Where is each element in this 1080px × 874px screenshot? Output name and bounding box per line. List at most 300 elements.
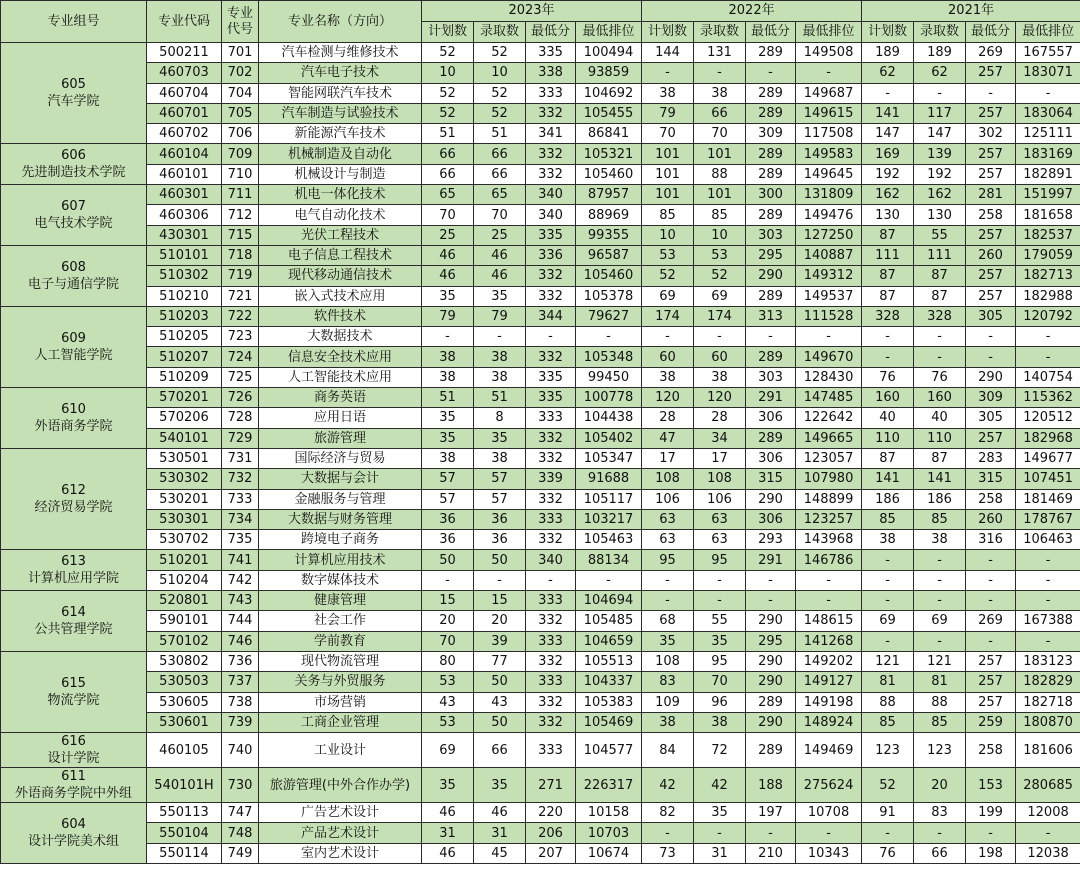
major-name-cell: 关务与外贸服务 — [259, 672, 422, 692]
y2023-value-cell: 79627 — [576, 306, 642, 326]
y2023-value-cell: 35 — [474, 428, 526, 448]
y2022-value-cell: 60 — [694, 347, 746, 367]
y2023-value-cell: 31 — [474, 823, 526, 843]
major-name-cell: 广告艺术设计 — [259, 803, 422, 823]
y2023-value-cell: 332 — [526, 144, 576, 164]
y2022-value-cell: 149687 — [796, 83, 862, 103]
y2021-value-cell: 66 — [914, 843, 966, 863]
short-code-cell: 737 — [222, 672, 259, 692]
y2022-value-cell: - — [746, 591, 796, 611]
y2023-value-cell: 39 — [474, 631, 526, 651]
y2022-value-cell: 149198 — [796, 692, 862, 712]
major-name-cell: 工业设计 — [259, 733, 422, 768]
y2023-value-cell: 20 — [422, 611, 474, 631]
y2022-value-cell: 68 — [642, 611, 694, 631]
major-code-cell: 460105 — [147, 733, 222, 768]
y2022-value-cell: 315 — [746, 469, 796, 489]
y2021-value-cell: 12008 — [1016, 803, 1080, 823]
y2022-value-cell: - — [796, 327, 862, 347]
y2021-value-cell: 76 — [862, 367, 914, 387]
header-2022-metric-1: 录取数 — [694, 22, 746, 43]
y2023-value-cell: 38 — [422, 448, 474, 468]
table-row — [1, 144, 1080, 164]
y2023-value-cell: 46 — [474, 803, 526, 823]
y2021-value-cell: 181606 — [1016, 733, 1080, 768]
y2021-value-cell: 257 — [966, 651, 1016, 671]
y2021-value-cell: 182713 — [1016, 266, 1080, 286]
table-row — [1, 672, 1080, 692]
y2022-value-cell: 309 — [746, 124, 796, 144]
y2022-value-cell: 69 — [642, 286, 694, 306]
y2023-value-cell: 50 — [422, 550, 474, 570]
y2022-value-cell: 174 — [642, 306, 694, 326]
short-code-cell: 733 — [222, 489, 259, 509]
y2021-value-cell: 257 — [966, 286, 1016, 306]
table-row — [1, 245, 1080, 265]
y2021-value-cell: 87 — [862, 225, 914, 245]
y2023-value-cell: 99450 — [576, 367, 642, 387]
y2022-value-cell: - — [642, 591, 694, 611]
y2023-value-cell: 50 — [474, 550, 526, 570]
y2022-value-cell: 38 — [642, 712, 694, 732]
y2022-value-cell: 149312 — [796, 266, 862, 286]
y2021-value-cell: - — [1016, 591, 1080, 611]
y2021-value-cell: - — [1016, 631, 1080, 651]
y2021-value-cell: 110 — [914, 428, 966, 448]
major-code-cell: 550114 — [147, 843, 222, 863]
y2022-value-cell: 148899 — [796, 489, 862, 509]
y2021-value-cell: - — [914, 591, 966, 611]
table-row — [1, 286, 1080, 306]
y2022-value-cell: - — [694, 570, 746, 590]
header-short-code-line2: 代号 — [226, 21, 253, 37]
y2023-value-cell: 105378 — [576, 286, 642, 306]
y2021-value-cell: 153 — [966, 768, 1016, 803]
y2022-value-cell: 149645 — [796, 164, 862, 184]
y2023-value-cell: 271 — [526, 768, 576, 803]
y2021-value-cell: 52 — [862, 768, 914, 803]
group-name: 外语商务学院 — [34, 418, 113, 434]
y2023-value-cell: 104438 — [576, 408, 642, 428]
y2023-value-cell: 53 — [422, 712, 474, 732]
y2022-value-cell: 95 — [694, 651, 746, 671]
y2022-value-cell: 101 — [642, 144, 694, 164]
y2023-value-cell: 335 — [526, 367, 576, 387]
y2021-value-cell: 260 — [966, 245, 1016, 265]
group-cell — [1, 651, 147, 732]
y2022-value-cell: 17 — [694, 448, 746, 468]
short-code-cell: 722 — [222, 306, 259, 326]
y2023-value-cell: 86841 — [576, 124, 642, 144]
y2022-value-cell: 38 — [642, 367, 694, 387]
y2021-value-cell: 111 — [862, 245, 914, 265]
y2023-value-cell: 65 — [474, 185, 526, 205]
y2023-value-cell: 332 — [526, 286, 576, 306]
y2021-value-cell: 181658 — [1016, 205, 1080, 225]
y2021-value-cell: 160 — [914, 388, 966, 408]
y2023-value-cell: 46 — [422, 245, 474, 265]
y2021-value-cell: 87 — [862, 266, 914, 286]
y2021-value-cell: 88 — [862, 692, 914, 712]
y2022-value-cell: 147485 — [796, 388, 862, 408]
y2022-value-cell: 149476 — [796, 205, 862, 225]
group-code: 608 — [61, 259, 86, 275]
header-2021-metric-2: 最低分 — [966, 22, 1016, 43]
short-code-cell: 741 — [222, 550, 259, 570]
group-name: 物流学院 — [47, 693, 100, 708]
y2023-value-cell: 104659 — [576, 631, 642, 651]
y2021-value-cell: 147 — [914, 124, 966, 144]
table-row — [1, 266, 1080, 286]
y2022-value-cell: 291 — [746, 388, 796, 408]
y2022-value-cell: 35 — [642, 631, 694, 651]
y2021-value-cell: 269 — [966, 43, 1016, 63]
major-code-cell: 520801 — [147, 591, 222, 611]
table-row — [1, 489, 1080, 509]
y2021-value-cell: - — [914, 327, 966, 347]
y2021-value-cell: - — [1016, 83, 1080, 103]
y2023-value-cell: 10 — [422, 63, 474, 83]
y2022-value-cell: 293 — [746, 530, 796, 550]
y2021-value-cell: 87 — [862, 448, 914, 468]
y2022-value-cell: 303 — [746, 225, 796, 245]
y2023-value-cell: 66 — [422, 164, 474, 184]
y2023-value-cell: 46 — [422, 843, 474, 863]
y2022-value-cell: - — [746, 570, 796, 590]
short-code-cell: 712 — [222, 205, 259, 225]
table-row — [1, 43, 1080, 63]
table-body — [1, 43, 1080, 864]
y2021-value-cell: 162 — [914, 185, 966, 205]
y2021-value-cell: 87 — [914, 286, 966, 306]
y2023-value-cell: 105347 — [576, 448, 642, 468]
header-2023-metric-1: 录取数 — [474, 22, 526, 43]
table-row — [1, 347, 1080, 367]
table-row — [1, 124, 1080, 144]
y2021-value-cell: 182718 — [1016, 692, 1080, 712]
y2022-value-cell: 53 — [642, 245, 694, 265]
y2021-value-cell: 140754 — [1016, 367, 1080, 387]
group-name: 设计学院 — [47, 751, 100, 767]
group-cell — [1, 144, 147, 185]
y2023-value-cell: 333 — [526, 408, 576, 428]
header-2022-metric-3: 最低排位 — [796, 22, 862, 43]
y2022-value-cell: 210 — [746, 843, 796, 863]
short-code-cell: 748 — [222, 823, 259, 843]
y2022-value-cell: 95 — [694, 550, 746, 570]
major-code-cell: 510201 — [147, 550, 222, 570]
major-name-cell: 数字媒体技术 — [259, 570, 422, 590]
y2021-value-cell: 69 — [914, 611, 966, 631]
major-name-cell: 汽车制造与试验技术 — [259, 103, 422, 123]
y2021-value-cell: 198 — [966, 843, 1016, 863]
y2021-value-cell: 87 — [862, 286, 914, 306]
y2021-value-cell: 130 — [914, 205, 966, 225]
group-code: 613 — [61, 554, 86, 570]
short-code-cell: 706 — [222, 124, 259, 144]
major-code-cell: 530501 — [147, 448, 222, 468]
y2022-value-cell: 53 — [694, 245, 746, 265]
y2023-value-cell: 105455 — [576, 103, 642, 123]
y2023-value-cell: 10674 — [576, 843, 642, 863]
y2022-value-cell: 117508 — [796, 124, 862, 144]
y2023-value-cell: 43 — [422, 692, 474, 712]
y2021-value-cell: 110 — [862, 428, 914, 448]
group-code: 604 — [61, 817, 86, 833]
y2022-value-cell: 108 — [694, 469, 746, 489]
y2023-value-cell: 105117 — [576, 489, 642, 509]
group-name: 汽车学院 — [47, 94, 100, 110]
y2021-value-cell: 141 — [862, 103, 914, 123]
y2021-value-cell: 179059 — [1016, 245, 1080, 265]
header-2022-metric-0: 计划数 — [642, 22, 694, 43]
y2021-value-cell: 91 — [862, 803, 914, 823]
short-code-cell: 739 — [222, 712, 259, 732]
y2023-value-cell: 50 — [474, 712, 526, 732]
y2021-value-cell: 192 — [862, 164, 914, 184]
y2022-value-cell: 289 — [746, 103, 796, 123]
y2021-value-cell: 269 — [966, 611, 1016, 631]
y2021-value-cell: 76 — [862, 843, 914, 863]
major-name-cell: 金融服务与管理 — [259, 489, 422, 509]
short-code-cell: 740 — [222, 733, 259, 768]
y2021-value-cell: 281 — [966, 185, 1016, 205]
group-cell — [1, 733, 147, 768]
y2022-value-cell: 52 — [642, 266, 694, 286]
table-header — [1, 1, 1080, 43]
y2021-value-cell: 117 — [914, 103, 966, 123]
y2022-value-cell: 300 — [746, 185, 796, 205]
major-name-cell: 国际经济与贸易 — [259, 448, 422, 468]
y2023-value-cell: 100494 — [576, 43, 642, 63]
header-short-code-line1: 专业 — [226, 5, 253, 21]
y2021-value-cell: 85 — [914, 509, 966, 529]
major-name-cell: 旅游管理 — [259, 428, 422, 448]
y2022-value-cell: 149469 — [796, 733, 862, 768]
y2023-value-cell: 88134 — [576, 550, 642, 570]
y2023-value-cell: 105463 — [576, 530, 642, 550]
y2022-value-cell: 52 — [694, 266, 746, 286]
y2022-value-cell: 31 — [694, 843, 746, 863]
y2023-value-cell: 38 — [422, 367, 474, 387]
y2022-value-cell: 70 — [694, 672, 746, 692]
major-name-cell: 嵌入式技术应用 — [259, 286, 422, 306]
header-2021-metric-3: 最低排位 — [1016, 22, 1080, 43]
major-name-cell: 社会工作 — [259, 611, 422, 631]
y2023-value-cell: 57 — [474, 489, 526, 509]
y2023-value-cell: 25 — [474, 225, 526, 245]
major-code-cell: 510207 — [147, 347, 222, 367]
y2023-value-cell: 96587 — [576, 245, 642, 265]
y2021-value-cell: 139 — [914, 144, 966, 164]
y2023-value-cell: 35 — [474, 768, 526, 803]
table-row — [1, 327, 1080, 347]
y2021-value-cell: - — [1016, 327, 1080, 347]
short-code-cell: 738 — [222, 692, 259, 712]
y2022-value-cell: 47 — [642, 428, 694, 448]
y2022-value-cell: 289 — [746, 692, 796, 712]
y2022-value-cell: 289 — [746, 144, 796, 164]
short-code-cell: 736 — [222, 651, 259, 671]
y2022-value-cell: 149615 — [796, 103, 862, 123]
y2021-value-cell: 257 — [966, 144, 1016, 164]
table-row — [1, 164, 1080, 184]
y2023-value-cell: 332 — [526, 448, 576, 468]
major-code-cell: 530702 — [147, 530, 222, 550]
y2022-value-cell: 42 — [694, 768, 746, 803]
major-name-cell: 汽车电子技术 — [259, 63, 422, 83]
y2022-value-cell: 70 — [694, 124, 746, 144]
y2023-value-cell: 10 — [474, 63, 526, 83]
y2021-value-cell: 182829 — [1016, 672, 1080, 692]
y2022-value-cell: 83 — [642, 672, 694, 692]
major-code-cell: 550104 — [147, 823, 222, 843]
y2021-value-cell: 121 — [862, 651, 914, 671]
y2022-value-cell: - — [694, 591, 746, 611]
header-short-code — [222, 1, 259, 43]
group-code: 606 — [61, 148, 86, 164]
table-row — [1, 448, 1080, 468]
y2022-value-cell: - — [694, 327, 746, 347]
y2022-value-cell: 149508 — [796, 43, 862, 63]
short-code-cell: 743 — [222, 591, 259, 611]
y2021-value-cell: 199 — [966, 803, 1016, 823]
y2022-value-cell: 143968 — [796, 530, 862, 550]
group-code: 610 — [61, 401, 86, 417]
y2022-value-cell: 82 — [642, 803, 694, 823]
major-name-cell: 软件技术 — [259, 306, 422, 326]
group-code: 609 — [61, 330, 86, 346]
y2022-value-cell: 289 — [746, 83, 796, 103]
y2021-value-cell: 169 — [862, 144, 914, 164]
y2022-value-cell: 66 — [694, 103, 746, 123]
y2022-value-cell: 289 — [746, 286, 796, 306]
y2023-value-cell: 51 — [474, 388, 526, 408]
y2023-value-cell: 88969 — [576, 205, 642, 225]
short-code-cell: 746 — [222, 631, 259, 651]
y2022-value-cell: 34 — [694, 428, 746, 448]
y2022-value-cell: 290 — [746, 712, 796, 732]
y2023-value-cell: 66 — [474, 164, 526, 184]
y2021-value-cell: 182891 — [1016, 164, 1080, 184]
y2023-value-cell: 10158 — [576, 803, 642, 823]
y2023-value-cell: 333 — [526, 672, 576, 692]
y2021-value-cell: 123 — [914, 733, 966, 768]
y2022-value-cell: 295 — [746, 631, 796, 651]
short-code-cell: 702 — [222, 63, 259, 83]
group-cell — [1, 768, 147, 803]
y2023-value-cell: 57 — [474, 469, 526, 489]
y2021-value-cell: 186 — [914, 489, 966, 509]
y2023-value-cell: 53 — [422, 672, 474, 692]
y2023-value-cell: 38 — [474, 448, 526, 468]
y2023-value-cell: 57 — [422, 489, 474, 509]
y2021-value-cell: 76 — [914, 367, 966, 387]
short-code-cell: 726 — [222, 388, 259, 408]
major-name-cell: 产品艺术设计 — [259, 823, 422, 843]
y2022-value-cell: - — [694, 63, 746, 83]
y2022-value-cell: 290 — [746, 489, 796, 509]
short-code-cell: 749 — [222, 843, 259, 863]
table-row — [1, 185, 1080, 205]
y2022-value-cell: - — [694, 823, 746, 843]
y2021-value-cell: 178767 — [1016, 509, 1080, 529]
short-code-cell: 735 — [222, 530, 259, 550]
y2021-value-cell: 258 — [966, 489, 1016, 509]
y2021-value-cell: 88 — [914, 692, 966, 712]
major-code-cell: 540101H — [147, 768, 222, 803]
y2022-value-cell: 111528 — [796, 306, 862, 326]
y2022-value-cell: - — [796, 591, 862, 611]
major-code-cell: 540101 — [147, 428, 222, 448]
y2023-value-cell: - — [422, 570, 474, 590]
y2023-value-cell: 25 — [422, 225, 474, 245]
y2022-value-cell: 96 — [694, 692, 746, 712]
y2023-value-cell: 69 — [422, 733, 474, 768]
major-name-cell: 学前教育 — [259, 631, 422, 651]
y2021-value-cell: - — [1016, 823, 1080, 843]
group-code: 607 — [61, 199, 86, 215]
y2021-value-cell: 257 — [966, 672, 1016, 692]
y2021-value-cell: - — [914, 823, 966, 843]
y2021-value-cell: - — [966, 570, 1016, 590]
y2023-value-cell: - — [474, 570, 526, 590]
y2022-value-cell: 63 — [694, 530, 746, 550]
y2022-value-cell: 174 — [694, 306, 746, 326]
y2023-value-cell: 335 — [526, 43, 576, 63]
y2021-value-cell: 189 — [914, 43, 966, 63]
y2021-value-cell: 62 — [914, 63, 966, 83]
y2021-value-cell: 192 — [914, 164, 966, 184]
major-code-cell: 460306 — [147, 205, 222, 225]
table-row — [1, 631, 1080, 651]
y2023-value-cell: 46 — [474, 266, 526, 286]
y2021-value-cell: - — [966, 823, 1016, 843]
group-name: 设计学院美术组 — [27, 834, 119, 850]
y2023-value-cell: 35 — [422, 408, 474, 428]
y2022-value-cell: 122642 — [796, 408, 862, 428]
y2023-value-cell: 35 — [422, 286, 474, 306]
y2023-value-cell: 70 — [422, 205, 474, 225]
y2023-value-cell: 15 — [474, 591, 526, 611]
table-row — [1, 712, 1080, 732]
major-code-cell: 510302 — [147, 266, 222, 286]
major-code-cell: 510210 — [147, 286, 222, 306]
y2021-value-cell: 40 — [914, 408, 966, 428]
y2021-value-cell: 111 — [914, 245, 966, 265]
short-code-cell: 728 — [222, 408, 259, 428]
y2023-value-cell: 57 — [422, 469, 474, 489]
header-year-2021: 2021年 — [862, 1, 1080, 22]
y2023-value-cell: 46 — [422, 266, 474, 286]
header-2023-metric-2: 最低分 — [526, 22, 576, 43]
y2023-value-cell: 31 — [422, 823, 474, 843]
y2022-value-cell: 313 — [746, 306, 796, 326]
y2023-value-cell: 332 — [526, 530, 576, 550]
y2022-value-cell: 79 — [642, 103, 694, 123]
y2023-value-cell: 36 — [422, 509, 474, 529]
y2021-value-cell: 183071 — [1016, 63, 1080, 83]
y2023-value-cell: 36 — [422, 530, 474, 550]
major-code-cell: 570201 — [147, 388, 222, 408]
group-cell — [1, 185, 147, 246]
major-code-cell: 550113 — [147, 803, 222, 823]
y2023-value-cell: 333 — [526, 733, 576, 768]
short-code-cell: 718 — [222, 245, 259, 265]
major-name-cell: 大数据与会计 — [259, 469, 422, 489]
y2023-value-cell: 99355 — [576, 225, 642, 245]
y2023-value-cell: 51 — [422, 124, 474, 144]
